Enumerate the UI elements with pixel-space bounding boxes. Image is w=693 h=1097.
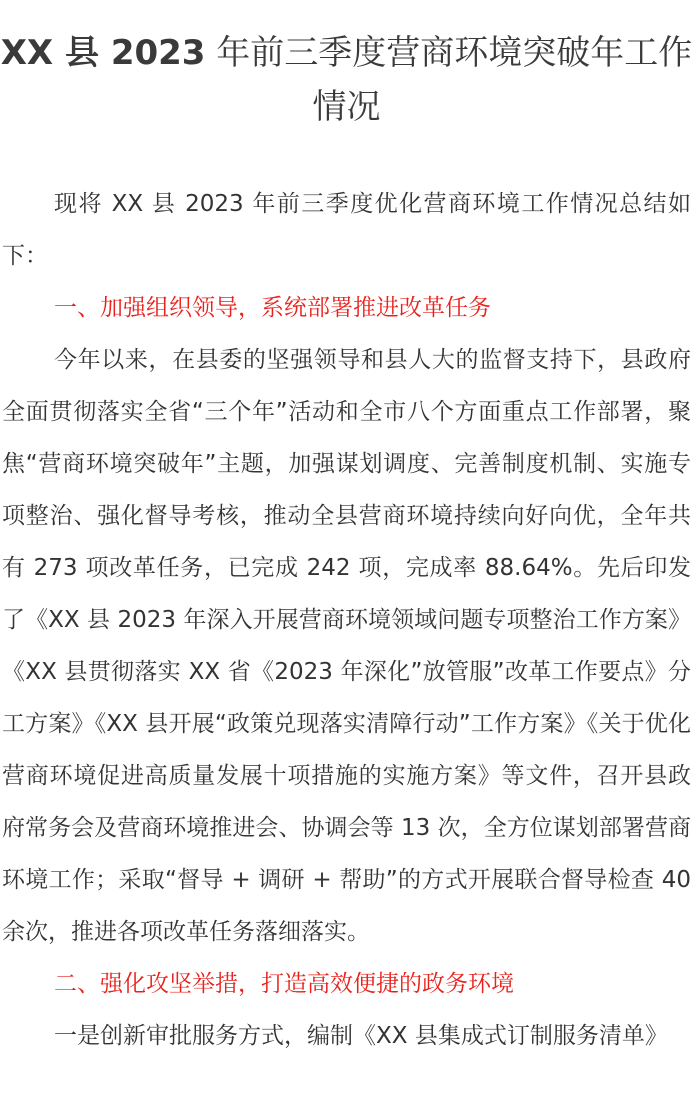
document-title-rest: 年前三季度营商环境突破年工作情况 [205, 33, 693, 127]
section-heading-2: 二、强化攻坚举措，打造高效便捷的政务环境 [54, 971, 514, 997]
section-2-paragraph: 一是创新审批服务方式，编制《XX 县集成式订制服务清单》 [54, 1023, 668, 1049]
document-body [0, 178, 693, 1062]
intro-paragraph: 现将 XX 县 2023 年前三季度优化营商环境工作情况总结如下： [2, 191, 691, 269]
document-title [0, 0, 693, 134]
document-title-bold: XX 县 2023 [0, 33, 206, 73]
section-1-paragraph: 今年以来，在县委的坚强领导和县人大的监督支持下，县政府全面贯彻落实全省“三个年”活动和全市八个方面重点工作部署，聚焦“营商环境突破年”主题，加强谋划调度、完善制度机制、实施专项整治、强化督导考核，推动全县营商环境持续向好向优，全年共有 273 项改革任务，已完成 242 项，完成率 88.64%。先后印发了《XX 县 2023 年深入开展营商环境领域问题专项整治工作方案》《XX 县贯彻落实 XX 省《2023 年深化”放管服”改革工作要点》分工方案》《XX 县开展“政策兑现落实清障行动”工作方案》《关于优化营商环境促进高质量发展十项措施的实施方案》等文件，召开县政府常务会及营商环境推进会、协调会等 13 次，全方位谋划部署营商环境工作；采取“督导 + 调研 + 帮助”的方式开展联合督导检查 40 余次，推进各项改革任务落细落实。 [2, 347, 691, 945]
section-heading-1: 一、加强组织领导，系统部署推进改革任务 [54, 295, 491, 321]
